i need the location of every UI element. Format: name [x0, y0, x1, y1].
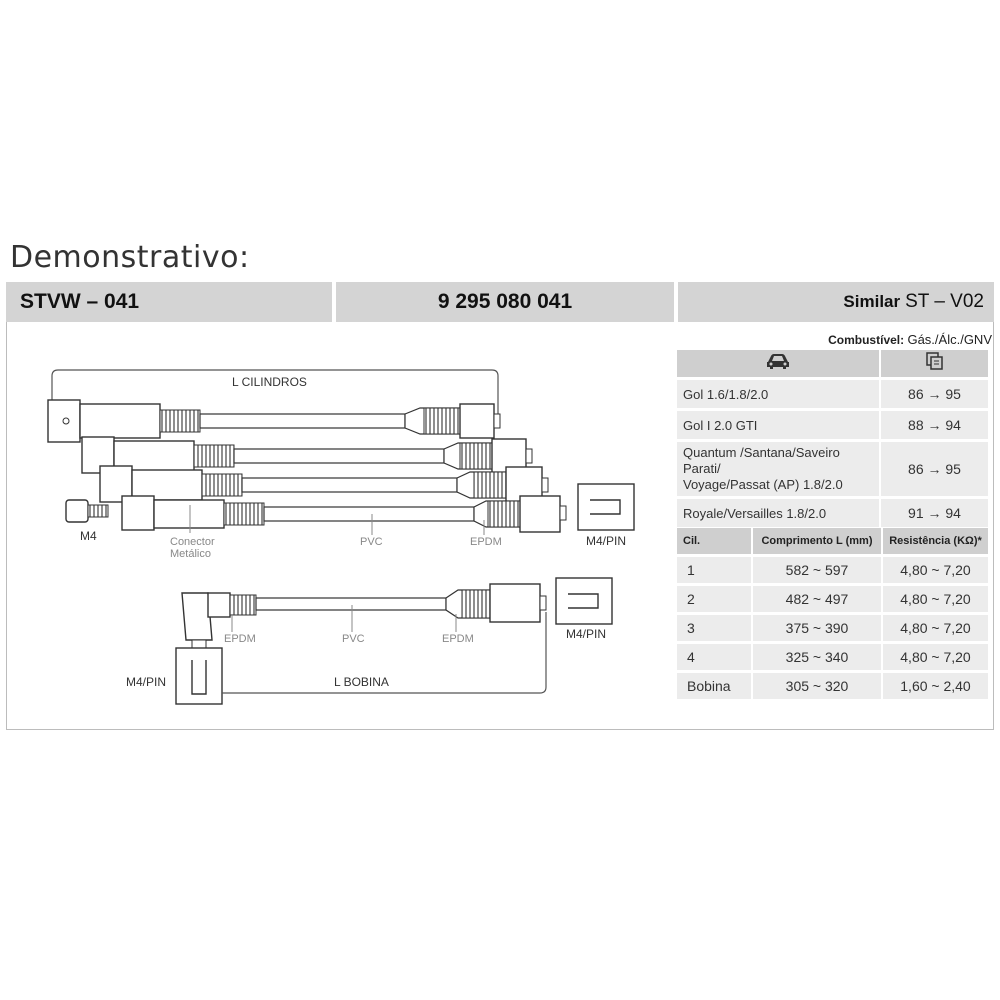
- resistance-value: 4,80 ~ 7,20: [882, 585, 988, 614]
- page-title: Demonstrativo:: [10, 240, 250, 275]
- application-row: [677, 498, 988, 528]
- length: 375 ~ 390: [752, 614, 882, 643]
- years-column-header: [880, 350, 988, 379]
- vehicle-years: 91 → 94: [880, 498, 988, 528]
- header-resistance: Resistência (KΩ)*: [882, 528, 988, 556]
- m4-pin-terminal-top: [578, 484, 634, 530]
- application-row: [677, 441, 988, 498]
- cylinder: 2: [677, 585, 752, 614]
- header-length: Comprimento L (mm): [752, 528, 882, 556]
- vehicle-name-line1: Quantum /Santana/Saveiro Parati/: [683, 445, 840, 476]
- label-epdm-right: EPDM: [442, 633, 474, 645]
- cylinder: Bobina: [677, 672, 752, 700]
- car-icon: [765, 352, 791, 370]
- vehicle-column-header: [677, 350, 880, 379]
- fuel-value: Gás./Álc./GNV: [907, 332, 992, 347]
- label-l-cilindros: L CILINDROS: [232, 375, 307, 389]
- fuel-info: [828, 332, 992, 347]
- label-conector-line1: Conector: [170, 536, 215, 548]
- m4-pin-terminal-bottom: [176, 648, 222, 704]
- similar-value: ST – V02: [905, 291, 984, 312]
- label-m4-pin-top: M4/PIN: [586, 534, 627, 548]
- fuel-label: Combustível:: [828, 333, 905, 347]
- resistance-row: [677, 614, 988, 643]
- vehicle-name-line2: Voyage/Passat (AP) 1.8/2.0: [683, 477, 843, 492]
- label-epdm-top: EPDM: [470, 536, 502, 548]
- resistance-row: [677, 643, 988, 672]
- cylinder: 1: [677, 556, 752, 585]
- cylinder: 3: [677, 614, 752, 643]
- m4-pin-terminal-middle: [556, 578, 612, 624]
- spark-cable-4: [122, 496, 566, 532]
- resistance-row: [677, 585, 988, 614]
- vehicle-name: Royale/Versailles 1.8/2.0: [677, 498, 880, 528]
- length: 325 ~ 340: [752, 643, 882, 672]
- length: 305 ~ 320: [752, 672, 882, 700]
- part-number: 9 295 080 041: [336, 282, 674, 322]
- calendar-icon: [925, 351, 945, 371]
- applications-header: [677, 350, 988, 379]
- spark-cable-3: [100, 466, 548, 503]
- label-epdm-left: EPDM: [224, 633, 256, 645]
- similar-label: Similar: [843, 292, 901, 311]
- length: 482 ~ 497: [752, 585, 882, 614]
- resistance-value: 4,80 ~ 7,20: [882, 643, 988, 672]
- vehicle-years: 86 → 95: [880, 379, 988, 410]
- label-m4: M4: [80, 529, 97, 543]
- model-code: STVW – 041: [6, 282, 332, 322]
- application-row: [677, 410, 988, 441]
- label-m4-pin-middle: M4/PIN: [566, 627, 607, 641]
- header-cil: Cil.: [677, 528, 752, 556]
- vehicle-years: 86 → 95: [880, 441, 988, 498]
- cylinder: 4: [677, 643, 752, 672]
- spark-cable-2: [82, 437, 532, 473]
- length: 582 ~ 597: [752, 556, 882, 585]
- cable-diagram: [0, 0, 670, 730]
- spark-cable-1: [48, 400, 500, 442]
- resistance-row: [677, 556, 988, 585]
- label-l-bobina: L BOBINA: [334, 675, 389, 689]
- similar-reference: [678, 282, 994, 322]
- resistance-header: [677, 528, 988, 556]
- applications-table: [677, 350, 988, 527]
- label-conector-line2: Metálico: [170, 548, 211, 560]
- resistance-row: [677, 672, 988, 700]
- label-m4-pin-left: M4/PIN: [126, 675, 167, 689]
- vehicle-name: Gol 1.6/1.8/2.0: [677, 379, 880, 410]
- vehicle-name: Gol I 2.0 GTI: [677, 410, 880, 441]
- resistance-value: 4,80 ~ 7,20: [882, 556, 988, 585]
- label-pvc-bottom: PVC: [342, 633, 365, 645]
- vehicle-name: [677, 441, 880, 498]
- label-pvc-top: PVC: [360, 536, 383, 548]
- application-row: [677, 379, 988, 410]
- resistance-table: [677, 528, 988, 699]
- resistance-value: 4,80 ~ 7,20: [882, 614, 988, 643]
- resistance-value: 1,60 ~ 2,40: [882, 672, 988, 700]
- vehicle-years: 88 → 94: [880, 410, 988, 441]
- m4-screw-terminal: [66, 500, 108, 522]
